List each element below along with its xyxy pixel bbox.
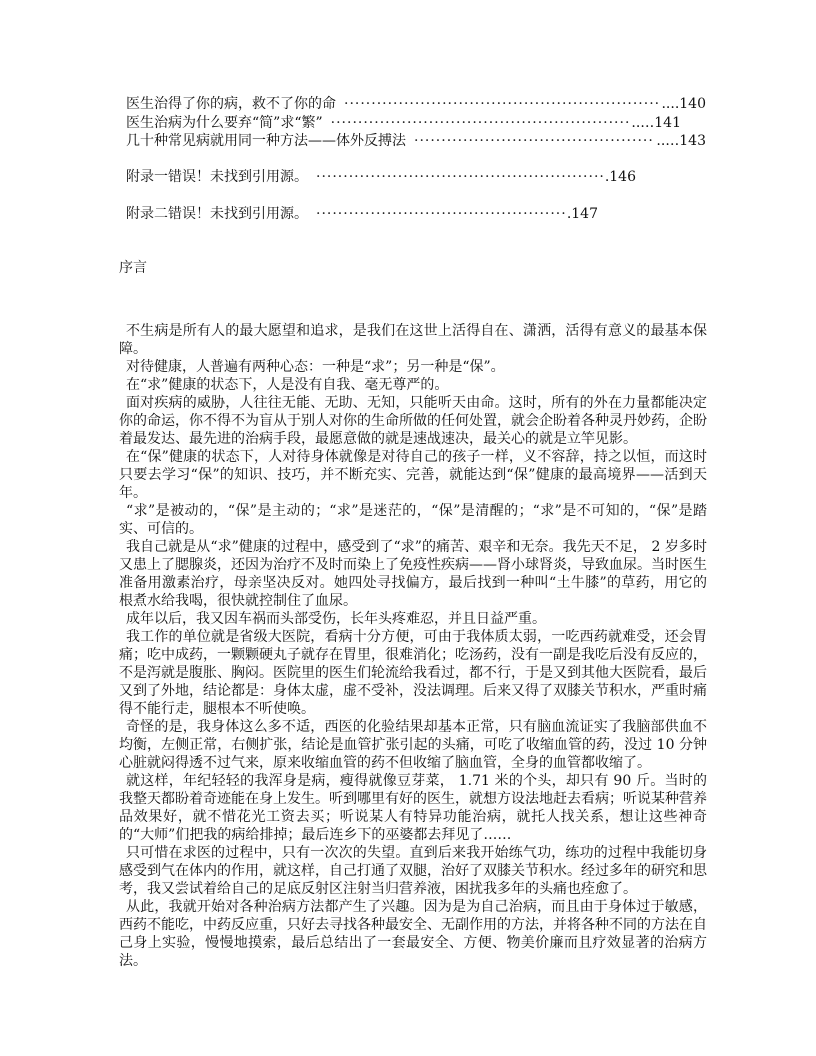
toc-appendix-1 <box>126 168 636 187</box>
paragraph: 不生病是所有人的最大愿望和追求，是我们在这世上活得自在、潇洒，活得有意义的最基本保障。 <box>119 323 707 357</box>
dot-leader <box>316 205 565 224</box>
toc-entry-title: 几十种常见病就用同一种方法——体外反搏法 <box>126 133 406 149</box>
paragraph: 在“保”健康的状态下，人对待身体就像是对待自己的孩子一样，义不容辞，持之以恒，而这时只要去学习“保”的知识、技巧，并不断充实、完善，就能达到“保”健康的最高境界——活到天年。 <box>119 449 707 501</box>
toc-entry-title: 医生治得了你的病，救不了你的命 <box>126 96 336 112</box>
dot-leader <box>316 168 603 187</box>
paragraph: 从此，我就开始对各种治病方法都产生了兴趣。因为是为自己治病，而且由于身体过于敏感，西药不能吃，中药反应重，只好去寻找各种最安全、无副作用的方法，并将各种不同的方法在自己身上实验，慢慢地摸索，最后总结出了一套最安全、方便、物美价廉而且疗效显著的治病方法。 <box>119 899 707 969</box>
toc-entry-title: 附录一错误！未找到引用源。 <box>126 169 308 185</box>
toc-entry[interactable] <box>126 95 706 114</box>
paragraph: 面对疾病的威胁，人往往无能、无助、无知，只能听天由命。这时，所有的外在力量都能决定你的命运，你不得不为盲从于别人对你的生命所做的任何处置，就会企盼着各种灵丹妙药，企盼着最发达、最先进的治病手段，最愿意做的就是速战速决，最关心的就是立竿见影。 <box>119 395 707 447</box>
toc-entry-page: ..…143 <box>656 133 706 149</box>
toc-entry-page: ....140 <box>661 96 706 112</box>
toc-entry[interactable] <box>126 114 681 133</box>
dot-leader <box>414 132 654 151</box>
paragraph: 奇怪的是，我身体这么多不适，西医的化验结果却基本正常，只有脑血流证实了我脑部供血不均衡，左侧正常，右侧扩张，结论是血管扩张引起的头痛，可吃了收缩血管的药，没过 10 分钟心脏就闷得透不过气来，原来收缩血管的药不但收缩了脑血管，全身的血管都收缩了。 <box>119 719 707 771</box>
paragraph: 只可惜在求医的过程中，只有一次次的失望。直到后来我开始练气功，练功的过程中我能切身感受到气在体内的作用，就这样，自己打通了双腿，治好了双膝关节积水。经过多年的研究和思考，我又尝试着给自己的足底反射区注射当归营养液，困扰我多年的头痛也痊愈了。 <box>119 845 707 897</box>
paragraph: “求”是被动的，“保”是主动的；“求”是迷茫的，“保”是清醒的；“求”是不可知的，“保”是踏实、可信的。 <box>119 503 707 537</box>
toc-entry[interactable] <box>126 168 636 187</box>
paragraph: 我工作的单位就是省级大医院，看病十分方便，可由于我体质太弱，一吃西药就难受，还会胃痛；吃中成药，一颗颗硬丸子就存在胃里，很难消化；吃汤药，没有一副是我吃后没有反应的，不是泻就是腹胀、胸闷。医院里的医生们轮流给我看过，都不行，于是又到其他大医院看，最后又到了外地，结论都是：身体太虚，虚不受补，没法调理。后来又得了双膝关节积水，严重时痛得不能行走，腿根本不听使唤。 <box>119 629 707 717</box>
paragraph: 就这样，年纪轻轻的我浑身是病，瘦得就像豆芽菜， 1.71 米的个头，却只有 90 斤。当时的我整天都盼着奇迹能在身上发生。听到哪里有好的医生，就想方设法地赶去看病；听说某种营养品效果好，就不惜花光工资去买；听说某人有特异功能治病，就托人找关系，想让这些神奇的“大师”们把我的病给排掉；最后连乡下的巫婆都去拜见了…… <box>119 773 707 843</box>
toc-entry[interactable] <box>126 132 706 151</box>
toc-appendix-2 <box>126 205 598 224</box>
toc-entry-title: 医生治病为什么要弃“简”求“繁” <box>126 114 323 131</box>
toc-entry-page: ..…141 <box>631 114 681 131</box>
toc-entry-page: .146 <box>604 169 636 185</box>
paragraph: 对待健康，人普遍有两种心态：一种是“求”；另一种是“保”。 <box>126 359 505 375</box>
preface-body <box>119 322 707 970</box>
table-of-contents <box>126 95 706 151</box>
paragraph: 我自己就是从“求”健康的过程中，感受到了“求”的痛苦、艰辛和无奈。我先天不足， 2 岁多时又患上了腮腺炎，还因为治疗不及时而染上了免疫性疾病——肾小球肾炎，导致血尿。当时医生准备用激素治疗，母亲坚决反对。她四处寻找偏方，最后找到一种叫“土牛膝”的草药，用它的根煮水给我喝，很快就控制住了血尿。 <box>119 539 707 609</box>
paragraph: 成年以后，我又因车祸而头部受伤，长年头疼难忍，并且日益严重。 <box>126 611 546 627</box>
dot-leader <box>344 95 659 114</box>
section-heading: 序言 <box>119 260 147 276</box>
toc-entry-title: 附录二错误！未找到引用源。 <box>126 206 308 222</box>
paragraph: 在“求”健康的状态下，人是没有自我、毫无尊严的。 <box>126 377 449 393</box>
toc-entry-page: .147 <box>566 206 598 222</box>
dot-leader <box>331 114 630 133</box>
toc-entry[interactable] <box>126 205 598 224</box>
